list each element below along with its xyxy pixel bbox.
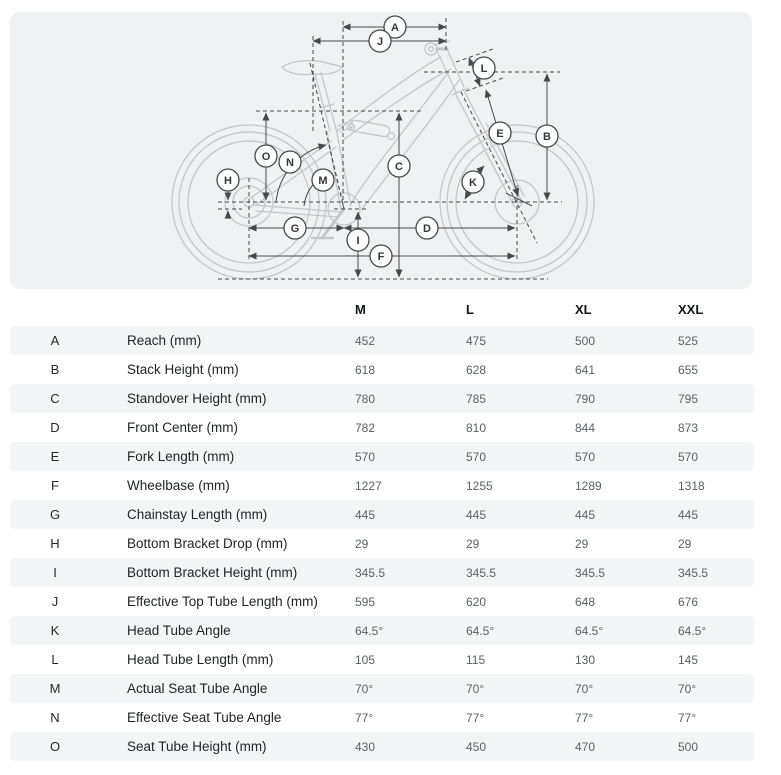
row-value: 105 — [355, 652, 376, 667]
row-label: Effective Top Tube Length (mm) — [127, 594, 318, 609]
row-letter: M — [49, 681, 61, 696]
callout-f — [370, 245, 392, 267]
row-value: 29 — [575, 536, 589, 551]
row-label: Bottom Bracket Drop (mm) — [127, 536, 288, 551]
row-value: 570 — [466, 449, 487, 464]
row-value: 77° — [466, 710, 485, 725]
row-label: Bottom Bracket Height (mm) — [127, 565, 298, 580]
row-value: 29 — [355, 536, 369, 551]
table-row — [10, 616, 754, 645]
table-row — [10, 355, 754, 384]
table-row — [10, 529, 754, 558]
row-value: 64.5° — [466, 623, 495, 638]
table-row — [10, 645, 754, 674]
callout-h — [217, 169, 239, 191]
callout-b-label: B — [543, 130, 551, 143]
callout-b — [536, 125, 558, 147]
row-value: 785 — [466, 391, 487, 406]
callout-g-label: G — [290, 222, 300, 235]
callout-j-label: J — [376, 35, 384, 48]
table-row — [10, 703, 754, 732]
callout-n — [279, 151, 301, 173]
table-row — [10, 732, 754, 761]
row-value: 844 — [575, 420, 596, 435]
row-value: 452 — [355, 333, 376, 348]
row-letter: G — [49, 507, 61, 522]
table-row — [10, 326, 754, 355]
table-row — [10, 587, 754, 616]
row-value: 790 — [575, 391, 596, 406]
row-letter: D — [50, 420, 60, 435]
row-letter: J — [51, 594, 59, 609]
size-header: XXL — [678, 302, 704, 317]
row-value: 1318 — [678, 478, 705, 493]
row-value: 345.5 — [355, 565, 386, 580]
row-value: 445 — [355, 507, 376, 522]
row-value: 345.5 — [678, 565, 709, 580]
table-row — [10, 674, 754, 703]
row-value: 445 — [575, 507, 596, 522]
row-letter: E — [50, 449, 60, 464]
callout-l-label: L — [480, 62, 488, 75]
row-value: 64.5° — [678, 623, 707, 638]
row-value: 628 — [466, 362, 487, 377]
row-value: 648 — [575, 594, 596, 609]
row-value: 430 — [355, 739, 376, 754]
row-value: 500 — [678, 739, 699, 754]
callout-h-label: H — [224, 174, 232, 187]
row-value: 620 — [466, 594, 487, 609]
row-value: 1289 — [575, 478, 602, 493]
row-value: 470 — [575, 739, 596, 754]
row-label: Head Tube Angle — [127, 623, 231, 638]
row-value: 676 — [678, 594, 699, 609]
row-value: 115 — [466, 652, 486, 667]
row-letter: L — [51, 652, 59, 667]
callout-m-label: M — [318, 174, 328, 187]
callout-i-label: I — [356, 234, 360, 247]
row-value: 345.5 — [575, 565, 606, 580]
row-value: 570 — [355, 449, 376, 464]
row-value: 595 — [355, 594, 376, 609]
row-label: Head Tube Length (mm) — [127, 652, 274, 667]
row-letter: B — [50, 362, 60, 377]
row-value: 29 — [466, 536, 480, 551]
row-value: 570 — [678, 449, 699, 464]
geometry-table — [0, 293, 781, 761]
callout-j — [369, 30, 391, 52]
callout-a-label: A — [391, 21, 399, 34]
row-letter: C — [50, 391, 60, 406]
callout-k — [462, 171, 484, 193]
row-value: 655 — [678, 362, 699, 377]
row-value: 64.5° — [575, 623, 604, 638]
callout-c-label: C — [395, 160, 403, 173]
geometry-diagram — [0, 0, 781, 292]
callout-l — [473, 57, 495, 79]
callout-e-label: E — [496, 127, 504, 140]
row-letter: O — [49, 739, 61, 754]
row-value: 795 — [678, 391, 699, 406]
callout-d-label: D — [423, 222, 431, 235]
row-letter: F — [51, 478, 59, 493]
row-label: Seat Tube Height (mm) — [127, 739, 267, 754]
table-row — [10, 384, 754, 413]
callout-n-label: N — [286, 156, 294, 169]
row-value: 70° — [678, 681, 697, 696]
callout-o-label: O — [261, 150, 271, 163]
row-value: 145 — [678, 652, 699, 667]
row-value: 77° — [678, 710, 697, 725]
row-label: Wheelbase (mm) — [127, 478, 230, 493]
row-label: Actual Seat Tube Angle — [127, 681, 268, 696]
callout-e — [489, 122, 511, 144]
row-letter: K — [50, 623, 60, 638]
row-value: 29 — [678, 536, 692, 551]
size-header-row — [10, 293, 754, 326]
row-value: 641 — [575, 362, 596, 377]
row-value: 525 — [678, 333, 699, 348]
row-value: 450 — [466, 739, 487, 754]
table-row — [10, 471, 754, 500]
row-letter: A — [50, 333, 60, 348]
row-value: 500 — [575, 333, 596, 348]
callout-f-label: F — [377, 250, 385, 263]
row-value: 780 — [355, 391, 376, 406]
row-value: 130 — [575, 652, 596, 667]
row-value: 618 — [355, 362, 376, 377]
row-label: Reach (mm) — [127, 333, 202, 348]
row-label: Chainstay Length (mm) — [127, 507, 268, 522]
table-row — [10, 558, 754, 587]
row-value: 445 — [466, 507, 487, 522]
row-value: 1255 — [466, 478, 493, 493]
size-header: M — [355, 302, 366, 317]
size-header: L — [466, 302, 474, 317]
geometry-table-body — [0, 326, 781, 761]
row-label: Front Center (mm) — [127, 420, 239, 435]
callout-k-label: K — [469, 176, 477, 189]
callout-i — [347, 229, 369, 251]
row-label: Stack Height (mm) — [127, 362, 239, 377]
callout-d — [416, 217, 438, 239]
callout-g — [284, 217, 306, 239]
row-value: 64.5° — [355, 623, 384, 638]
row-value: 77° — [575, 710, 594, 725]
row-value: 70° — [466, 681, 485, 696]
row-value: 77° — [355, 710, 374, 725]
row-value: 70° — [575, 681, 594, 696]
callout-c — [388, 155, 410, 177]
row-value: 782 — [355, 420, 376, 435]
row-letter: H — [50, 536, 60, 551]
callout-m — [312, 169, 334, 191]
row-value: 873 — [678, 420, 699, 435]
row-value: 70° — [355, 681, 374, 696]
size-header: XL — [575, 302, 592, 317]
row-value: 345.5 — [466, 565, 497, 580]
row-value: 475 — [466, 333, 487, 348]
row-letter: N — [50, 710, 60, 725]
row-value: 1227 — [355, 478, 382, 493]
table-row — [10, 413, 754, 442]
table-row — [10, 500, 754, 529]
row-value: 570 — [575, 449, 596, 464]
callout-o — [255, 145, 277, 167]
row-label: Fork Length (mm) — [127, 449, 235, 464]
row-label: Standover Height (mm) — [127, 391, 267, 406]
row-label: Effective Seat Tube Angle — [127, 710, 282, 725]
row-letter: I — [53, 565, 57, 580]
row-value: 810 — [466, 420, 487, 435]
row-value: 445 — [678, 507, 699, 522]
table-row — [10, 442, 754, 471]
